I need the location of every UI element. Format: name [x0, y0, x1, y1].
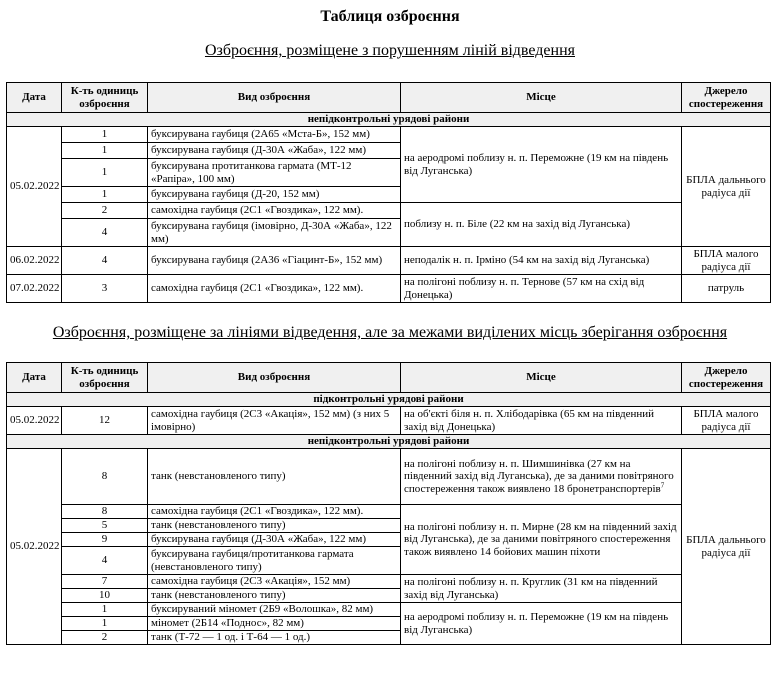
count-cell: 5 — [62, 519, 148, 533]
count-cell: 1 — [62, 617, 148, 631]
weapons-table-2 — [6, 362, 771, 645]
header-date: Дата — [7, 363, 62, 393]
type-cell: буксирувана гаубиця (Д-20, 152 мм) — [148, 187, 401, 203]
count-cell: 4 — [62, 247, 148, 275]
type-cell: самохідна гаубиця (2С1 «Гвоздика», 122 мм). — [148, 505, 401, 519]
weapons-table-1 — [6, 82, 771, 303]
count-cell: 1 — [62, 603, 148, 617]
header-source: Джерело спостереження — [682, 83, 771, 113]
page-title: Таблиця озброєння — [320, 8, 460, 25]
count-cell: 10 — [62, 589, 148, 603]
source-cell: БПЛА дальнього радіуса дії — [682, 449, 771, 645]
count-cell: 7 — [62, 575, 148, 589]
count-cell: 2 — [62, 203, 148, 219]
header-source: Джерело спостереження — [682, 363, 771, 393]
count-cell: 1 — [62, 127, 148, 143]
date-cell: 05.02.2022 — [7, 407, 62, 435]
section2-title: Озброєння, розміщене за лініями відведення, але за межами виділених місць зберігання озброєння — [52, 324, 728, 341]
header-place: Місце — [401, 363, 682, 393]
type-cell: буксирувана гаубиця (2А36 «Гіацинт-Б», 152 мм) — [148, 247, 401, 275]
type-cell: самохідна гаубиця (2С1 «Гвоздика», 122 мм). — [148, 203, 401, 219]
header-count: К-ть одиниць озброєння — [62, 363, 148, 393]
type-cell: самохідна гаубиця (2С1 «Гвоздика», 122 мм). — [148, 275, 401, 303]
source-cell: БПЛА малого радіуса дії — [682, 247, 771, 275]
place-cell — [401, 449, 682, 505]
source-cell: БПЛА дальнього радіуса дії — [682, 127, 771, 247]
type-cell: буксирувана гаубиця (2А65 «Мста-Б», 152 мм) — [148, 127, 401, 143]
place-cell: на полігоні поблизу н. п. Тернове (57 км на схід від Донецька) — [401, 275, 682, 303]
type-cell: буксирувана протитанкова гармата (МТ-12 «Рапіра», 100 мм) — [148, 159, 401, 187]
section1-title: Озброєння, розміщене з порушенням ліній відведення — [204, 42, 576, 59]
count-cell: 3 — [62, 275, 148, 303]
type-cell: танк (невстановленого типу) — [148, 519, 401, 533]
type-cell: танк (невстановленого типу) — [148, 589, 401, 603]
count-cell: 1 — [62, 159, 148, 187]
count-cell: 1 — [62, 143, 148, 159]
type-cell: буксирувана гаубиця (Д-30А «Жаба», 122 мм) — [148, 533, 401, 547]
count-cell: 4 — [62, 547, 148, 575]
count-cell: 1 — [62, 187, 148, 203]
count-cell: 8 — [62, 449, 148, 505]
place-cell: на об'єкті біля н. п. Хлібодарівка (65 км на південний захід від Донецька) — [401, 407, 682, 435]
header-date: Дата — [7, 83, 62, 113]
table-subheader: непідконтрольні урядові райони — [7, 113, 771, 127]
place-cell: на аеродромі поблизу н. п. Переможне (19 км на південь від Луганська) — [401, 127, 682, 203]
footnote-ref: 7 — [660, 481, 665, 490]
source-cell: БПЛА малого радіуса дії — [682, 407, 771, 435]
count-cell: 8 — [62, 505, 148, 519]
place-cell: на полігоні поблизу н. п. Круглик (31 км на південний захід від Луганська) — [401, 575, 682, 603]
type-cell: буксирувана гаубиця (Д-30А «Жаба», 122 мм) — [148, 143, 401, 159]
date-cell: 07.02.2022 — [7, 275, 62, 303]
date-cell: 05.02.2022 — [7, 127, 62, 247]
type-cell: буксирувана гаубиця/протитанкова гармата (невстановленого типу) — [148, 547, 401, 575]
type-cell: самохідна гаубиця (2С3 «Акація», 152 мм) (з них 5 імовірно) — [148, 407, 401, 435]
count-cell: 12 — [62, 407, 148, 435]
place-cell: на полігоні поблизу н. п. Мирне (28 км на південний захід від Луганська), де за даними повітряного спостереження також виявлено 14 бойових машин піхоти — [401, 505, 682, 575]
header-type: Вид озброєння — [148, 363, 401, 393]
date-cell: 05.02.2022 — [7, 449, 62, 645]
header-type: Вид озброєння — [148, 83, 401, 113]
date-cell: 06.02.2022 — [7, 247, 62, 275]
place-cell: на аеродромі поблизу н. п. Переможне (19 км на південь від Луганська) — [401, 603, 682, 645]
count-cell: 2 — [62, 631, 148, 645]
place-text: на полігоні поблизу н. п. Шимшинівка (27 км на південний захід від Луганська), де за даними повітряного спостереження також виявлено 18 бронетранспортерів — [404, 457, 674, 495]
count-cell: 4 — [62, 219, 148, 247]
table-subheader: непідконтрольні урядові райони — [7, 435, 771, 449]
type-cell: танк (Т-72 — 1 од. і Т-64 — 1 од.) — [148, 631, 401, 645]
count-cell: 9 — [62, 533, 148, 547]
header-place: Місце — [401, 83, 682, 113]
type-cell: танк (невстановленого типу) — [148, 449, 401, 505]
type-cell: буксирувана гаубиця (імовірно, Д-30А «Жаба», 122 мм) — [148, 219, 401, 247]
type-cell: буксируваний міномет (2Б9 «Волошка», 82 мм) — [148, 603, 401, 617]
place-cell: неподалік н. п. Ірміно (54 км на захід від Луганська) — [401, 247, 682, 275]
type-cell: самохідна гаубиця (2С3 «Акація», 152 мм) — [148, 575, 401, 589]
type-cell: міномет (2Б14 «Поднос», 82 мм) — [148, 617, 401, 631]
header-count: К-ть одиниць озброєння — [62, 83, 148, 113]
table-subheader: підконтрольні урядові райони — [7, 393, 771, 407]
source-cell: патруль — [682, 275, 771, 303]
place-cell: поблизу н. п. Біле (22 км на захід від Луганська) — [401, 203, 682, 247]
